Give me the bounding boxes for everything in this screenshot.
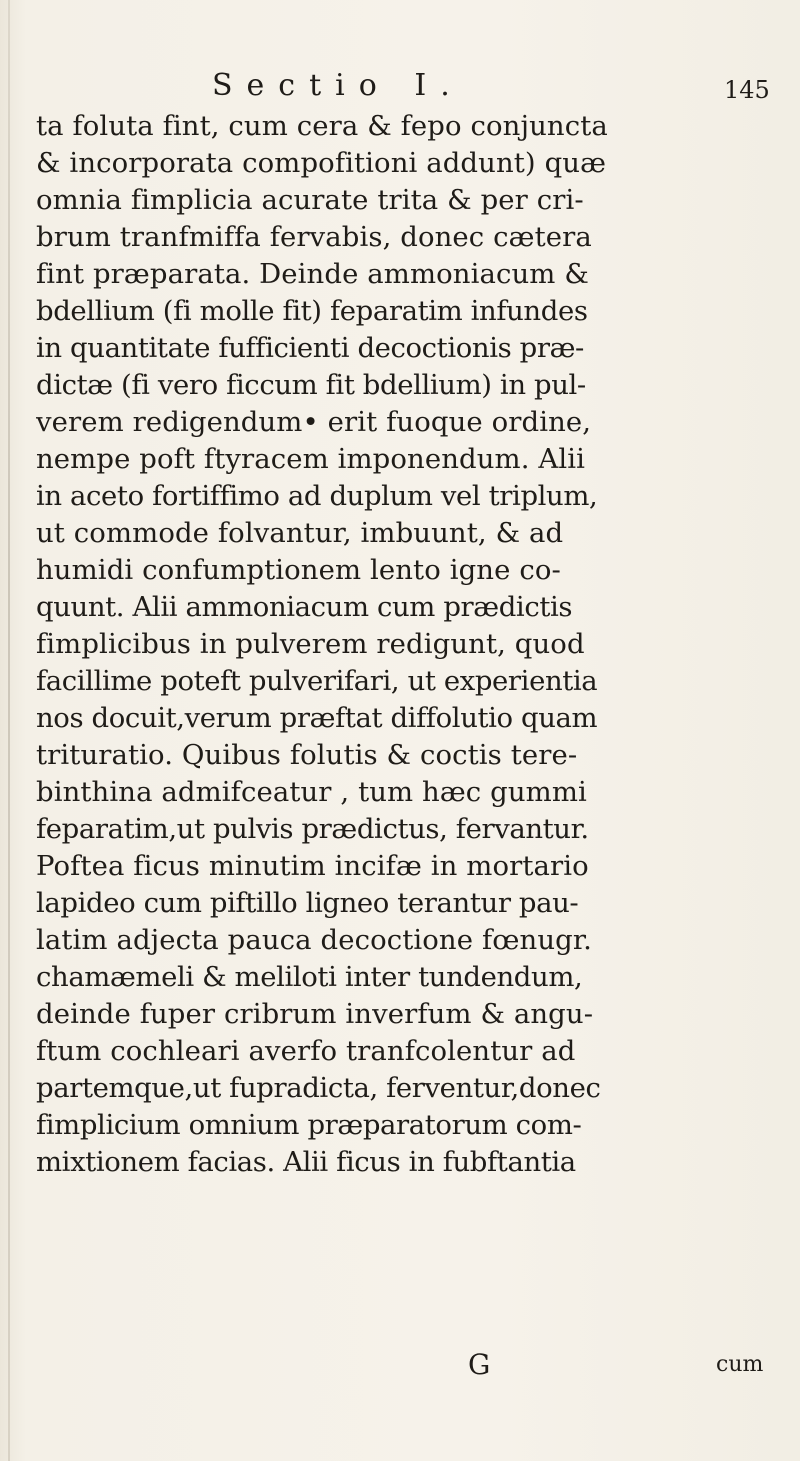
body-text: [36, 108, 776, 1181]
text-line: trituratio. Quibus folutis & coctis tere-: [36, 739, 578, 771]
text-line: dictæ (fi vero ficcum fit bdellium) in pul-: [36, 369, 586, 401]
text-line: ut commode folvantur, imbuunt, & ad: [36, 517, 564, 549]
page-number: 145: [724, 76, 770, 104]
text-line: facillime poteft pulverifari, ut experientia: [36, 665, 598, 697]
text-line: humidi confumptionem lento igne co-: [36, 554, 561, 586]
text-line: ftum cochleari averfo tranfcolentur ad: [36, 1035, 576, 1067]
signature-mark: G: [468, 1348, 491, 1381]
text-line: verem redigendum• erit fuoque ordine,: [36, 406, 592, 438]
text-line: chamæmeli & meliloti inter tundendum,: [36, 961, 583, 993]
text-line: Poftea ficus minutim incifæ in mortario: [36, 850, 589, 882]
text-line: deinde fuper cribrum inverfum & angu-: [36, 998, 594, 1030]
text-line: & incorporata compofitioni addunt) quæ: [36, 147, 607, 179]
text-line: brum tranfmiffa fervabis, donec cætera: [36, 221, 592, 253]
section-title: Sectio I.: [212, 68, 464, 103]
text-line: ta foluta fint, cum cera & fepo conjuncta: [36, 110, 608, 142]
running-head: [0, 68, 800, 108]
text-line: binthina admifceatur , tum hæc gummi: [36, 776, 587, 808]
text-line: quunt. Alii ammoniacum cum prædictis: [36, 591, 573, 623]
text-line: lapideo cum piftillo ligneo terantur pau-: [36, 887, 579, 919]
text-line: nempe poft ftyracem imponendum. Alii: [36, 443, 586, 475]
text-line: partemque,ut fupradicta, ferventur,donec: [36, 1072, 601, 1104]
text-line: mixtionem facias. Alii ficus in fubftantia: [36, 1146, 576, 1178]
page-gutter-edge: [8, 0, 10, 1461]
text-line: fimplicibus in pulverem redigunt, quod: [36, 628, 585, 660]
text-line: fimplicium omnium præparatorum com-: [36, 1109, 582, 1141]
text-line: nos docuit,verum præftat diffolutio quam: [36, 702, 598, 734]
catchword: cum: [716, 1352, 764, 1377]
text-line: in aceto fortiffimo ad duplum vel triplum,: [36, 480, 598, 512]
page-footer: [0, 1348, 800, 1388]
text-line: omnia fimplicia acurate trita & per cri-: [36, 184, 584, 216]
text-line: feparatim,ut pulvis prædictus, fervantur.: [36, 813, 589, 845]
text-line: in quantitate fufficienti decoctionis præ-: [36, 332, 584, 364]
text-line: bdellium (fi molle fit) feparatim infundes: [36, 295, 588, 327]
text-line: latim adjecta pauca decoctione fœnugr.: [36, 924, 592, 956]
text-line: fint præparata. Deinde ammoniacum &: [36, 258, 589, 290]
